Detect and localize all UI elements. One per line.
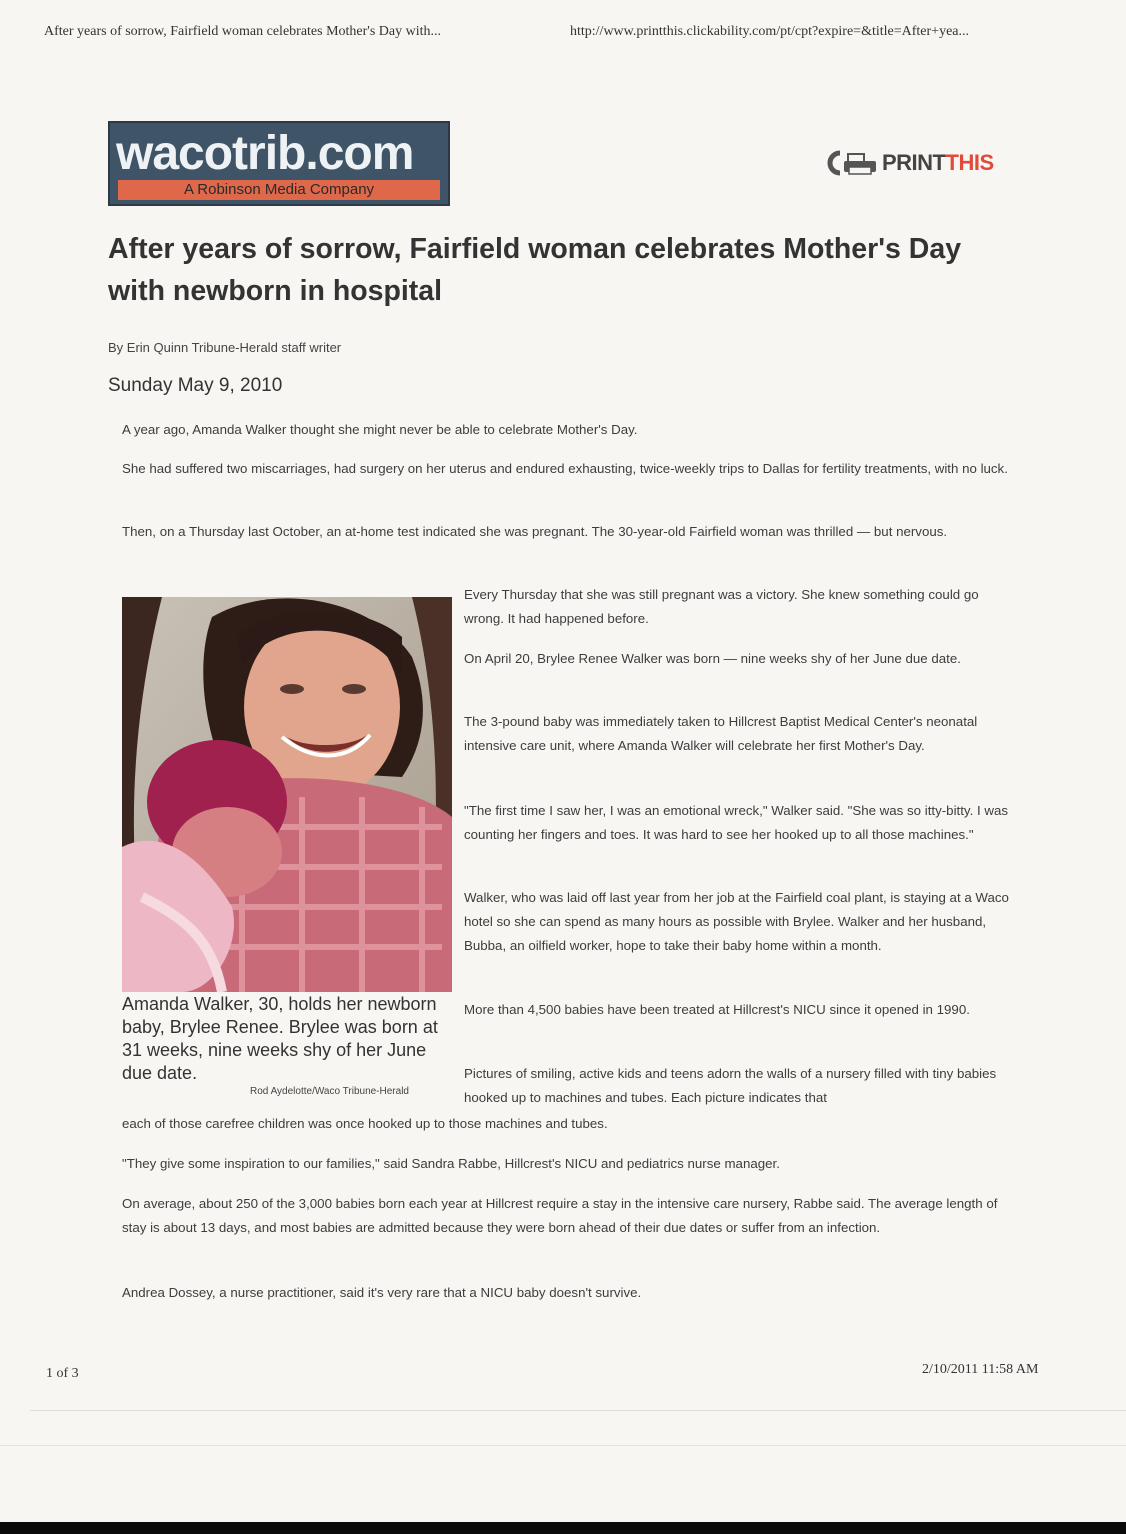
scan-edge-divider (0, 1445, 1126, 1446)
article-paragraph: Walker, who was laid off last year from her job at the Fairfield coal plant, is staying at a Waco hotel so she can spend as many hours as possible with Brylee. Walker and her husband, Bubba, an oilfield worker, hope to take their baby home within a month. (464, 890, 1009, 953)
article-paragraph: Every Thursday that she was still pregnant was a victory. She knew something could go wrong. It had happened before. (464, 587, 979, 626)
article-paragraph: each of those carefree children was once hooked up to those machines and tubes. (122, 1116, 608, 1131)
browser-page-url: http://www.printthis.clickability.com/pt/cpt?expire=&title=After+yea... (570, 24, 969, 39)
article-paragraph: Pictures of smiling, active kids and teens adorn the walls of a nursery filled with tiny babies hooked up to machines and tubes. Each picture indicates that (464, 1066, 997, 1105)
this-label: THIS (945, 150, 994, 175)
article-paragraph: "They give some inspiration to our families," said Sandra Rabbe, Hillcrest's NICU and pediatrics nurse manager. (122, 1156, 780, 1171)
logo-wordmark: wacotrib.com (116, 127, 414, 180)
article-paragraph: On April 20, Brylee Renee Walker was born — nine weeks shy of her June due date. (464, 651, 961, 666)
print-this-button[interactable] (826, 148, 994, 178)
article-paragraph: She had suffered two miscarriages, had surgery on her uterus and endured exhausting, twice-weekly trips to Dallas for fertility treatments, with no luck. (122, 461, 1008, 476)
page-number: 1 of 3 (46, 1366, 79, 1381)
photo-credit: Rod Aydelotte/Waco Tribune-Herald (250, 1086, 409, 1097)
logo-tagline: A Robinson Media Company (118, 180, 440, 200)
article-date: Sunday May 9, 2010 (108, 375, 283, 396)
article-photo (122, 597, 452, 992)
page-edge-divider (30, 1410, 1126, 1411)
article-paragraph: A year ago, Amanda Walker thought she might never be able to celebrate Mother's Day. (122, 422, 638, 437)
article-headline: After years of sorrow, Fairfield woman celebrates Mother's Day with newborn in hospital (108, 233, 962, 307)
print-timestamp: 2/10/2011 11:58 AM (922, 1362, 1039, 1377)
scan-bottom-band (0, 1522, 1126, 1534)
article-paragraph: Then, on a Thursday last October, an at-home test indicated she was pregnant. The 30-year-old Fairfield woman was thrilled — but nervous. (122, 524, 948, 539)
article-paragraph: On average, about 250 of the 3,000 babies born each year at Hillcrest require a stay in the intensive care nursery, Rabbe said. The average length of stay is about 13 days, and most babies are admitted because they were born ahead of their due dates or suffer from an infection. (122, 1196, 998, 1235)
print-label: PRINT (882, 150, 946, 175)
article-paragraph: "The first time I saw her, I was an emotional wreck," Walker said. "She was so itty-bitty. I was counting her fingers and toes. It was hard to see her hooked up to all those machines." (464, 803, 1008, 842)
printer-icon (826, 150, 880, 176)
article-byline: By Erin Quinn Tribune-Herald staff writer (108, 340, 342, 355)
browser-page-title: After years of sorrow, Fairfield woman celebrates Mother's Day with... (44, 24, 441, 39)
article-paragraph: The 3-pound baby was immediately taken to Hillcrest Baptist Medical Center's neonatal intensive care unit, where Amanda Walker will celebrate her first Mother's Day. (464, 714, 978, 753)
article-paragraph: More than 4,500 babies have been treated at Hillcrest's NICU since it opened in 1990. (464, 1002, 970, 1017)
wacotrib-logo[interactable] (108, 121, 450, 206)
article-paragraph: Andrea Dossey, a nurse practitioner, said it's very rare that a NICU baby doesn't survive. (122, 1285, 642, 1300)
photo-caption: Amanda Walker, 30, holds her newborn baby, Brylee Renee. Brylee was born at 31 weeks, nine weeks shy of her June due date. (122, 994, 438, 1083)
